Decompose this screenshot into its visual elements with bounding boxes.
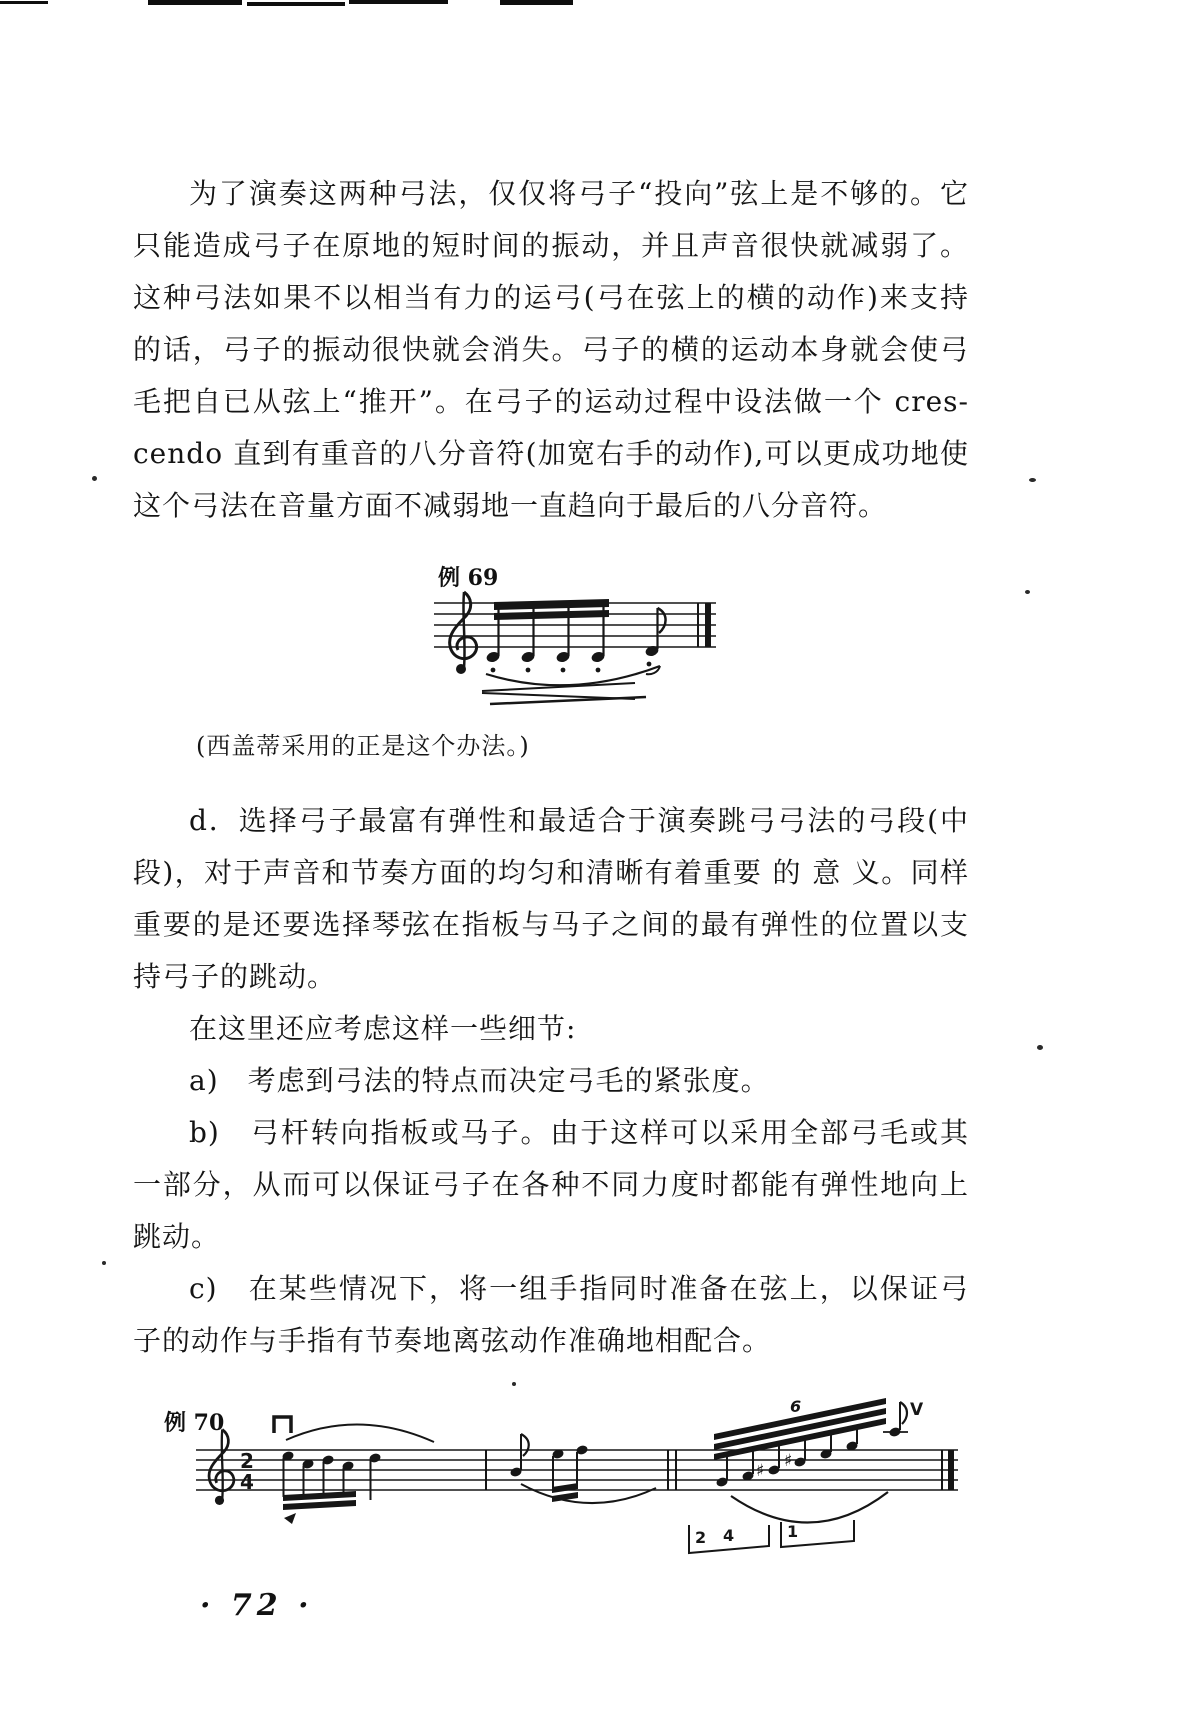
item-c-line: 子的动作与手指有节奏地离弦动作准确地相配合。 [133, 1324, 772, 1357]
scan-mark [148, 0, 242, 5]
item-b-line: 跳动。 [133, 1220, 221, 1253]
final-eighth-note [883, 1402, 908, 1438]
scan-speck [512, 1382, 516, 1386]
paragraph-d-line: 持弓子的跳动。 [133, 960, 337, 993]
details-intro-line: 在这里还应考虑这样一些细节: [189, 1012, 577, 1045]
sigeti-note: (西盖蒂采用的正是这个办法。) [196, 732, 530, 760]
time-signature-bottom: 4 [240, 1470, 254, 1494]
paragraph-d-line: 重要的是还要选择琴弦在指板与马子之间的最有弹性的位置以支 [133, 908, 969, 941]
slur [731, 1492, 888, 1523]
scan-mark [349, 0, 448, 4]
paragraph1-line: 这个弓法在音量方面不减弱地一直趋向于最后的八分音符。 [133, 489, 888, 522]
treble-clef-icon [450, 592, 477, 674]
slur [286, 1424, 434, 1442]
paragraph1-line: 只能造成弓子在原地的短时间的振动，并且声音很快就减弱了。 [133, 229, 969, 262]
example-69-label: 例 69 [438, 565, 499, 591]
scan-mark [247, 2, 345, 6]
fingering-number: 4 [723, 1526, 735, 1545]
fingering-number: 2 [695, 1528, 707, 1547]
sharp-sign: ♯ [784, 1451, 793, 1471]
time-signature [240, 1449, 254, 1494]
item-b-line: 一部分，从而可以保证弓子在各种不同力度时都能有弹性地向上 [133, 1168, 969, 1201]
slur [521, 1484, 656, 1503]
item-b-line: b) 弓杆转向指板或马子。由于这样可以采用全部弓毛或其 [189, 1116, 969, 1149]
item-a-line: a) 考虑到弓法的特点而决定弓毛的紧张度。 [189, 1064, 770, 1097]
scan-mark [0, 1, 48, 4]
fingering-number: 6 [790, 1397, 802, 1416]
treble-clef-icon [209, 1430, 234, 1505]
beamed-note-pair [551, 1444, 588, 1502]
staccato-dots [491, 662, 652, 673]
item-c-line: c) 在某些情况下，将一组手指同时准备在弦上，以保证弓 [189, 1272, 969, 1305]
quarter-note [368, 1452, 381, 1500]
music-example-69 [430, 586, 720, 708]
music-example-70 [186, 1396, 966, 1611]
fingering-bracket [781, 1520, 854, 1547]
up-bow-mark: V [910, 1400, 924, 1420]
beamed-note-group [485, 599, 609, 664]
ascending-run-notes [715, 1427, 858, 1488]
scan-speck [1029, 478, 1036, 482]
beamed-note-group [281, 1450, 356, 1524]
paragraph1-line: 的话，弓子的振动很快就会消失。弓子的横的运动本身就会使弓 [133, 333, 969, 366]
scan-speck [1037, 1045, 1043, 1050]
time-signature-top: 2 [240, 1449, 254, 1473]
scan-speck [102, 1261, 106, 1265]
page-number: · 72 · [200, 1588, 314, 1623]
paragraph1-line: 毛把自已从弦上“推开”。在弓子的运动过程中设法做一个 cres- [133, 385, 969, 418]
accent-mark [284, 1513, 296, 1524]
paragraph1-line: 这种弓法如果不以相当有力的运弓(弓在弦上的横的动作)来支持 [133, 281, 969, 314]
crescendo-hairpin [482, 683, 646, 704]
paragraph1-line: 为了演奏这两种弓法，仅仅将弓子“投向”弦上是不够的。它 [189, 177, 969, 210]
fingering-bracket [689, 1525, 769, 1553]
scan-mark [500, 0, 573, 5]
sharp-sign: ♯ [756, 1461, 765, 1481]
paragraph-d-and-details [133, 795, 969, 1367]
paragraph-d-line: 段)，对于声音和节奏方面的均匀和清晰有着重要 的 意 义。同样 [133, 856, 969, 889]
down-bow-mark [274, 1417, 291, 1433]
paragraph-d-line: d．选择弓子最富有弹性和最适合于演奏跳弓弓法的弓段(中 [189, 804, 969, 837]
scan-speck [1025, 590, 1030, 594]
fingering-number: 1 [787, 1522, 799, 1541]
scan-speck [92, 476, 97, 481]
paragraph-1 [133, 168, 969, 532]
eighth-note [509, 1434, 528, 1478]
example-70-label: 例 70 [164, 1410, 225, 1436]
paragraph1-line: cendo 直到有重音的八分音符(加宽右手的动作),可以更成功地使 [133, 437, 969, 470]
eighth-note [644, 608, 665, 658]
